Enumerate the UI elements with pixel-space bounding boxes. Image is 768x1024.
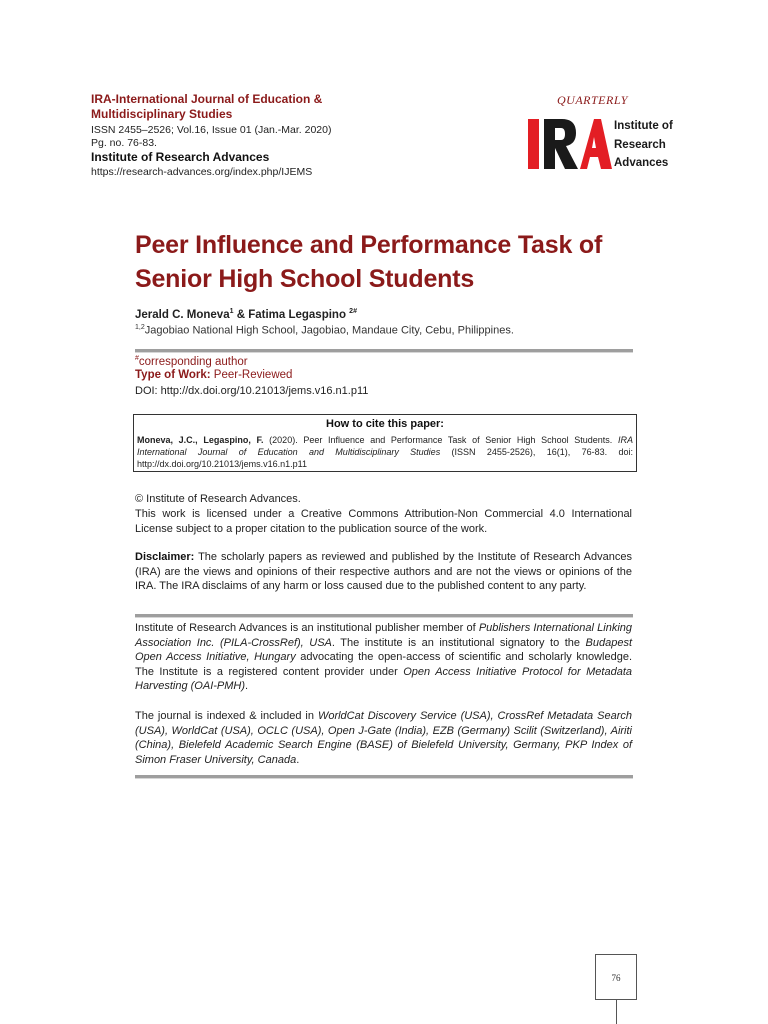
logo-line-3: Advances xyxy=(614,157,669,169)
citation-part-2: (ISSN 2455-2526), 16(1), 76-83. doi: http://dx.doi.org/10.21013/jems.v16.n1.p11 xyxy=(137,447,633,469)
citation-text xyxy=(137,434,633,470)
membership-i3: Open Access Initiative Protocol for Metadata Harvesting (OAI-PMH) xyxy=(135,665,632,692)
copyright-line: © Institute of Research Advances. xyxy=(135,493,301,505)
divider xyxy=(135,614,633,618)
page-number-line xyxy=(616,1000,617,1024)
citation-part-1: (2020). Peer Influence and Performance Task of Senior High School Students. xyxy=(263,435,618,445)
citation-box xyxy=(133,414,637,472)
author-1-sup: 1 xyxy=(229,308,234,315)
indexing-t2: . xyxy=(296,753,300,766)
disclaimer-text: The scholarly papers as reviewed and published by the Institute of Research Advances (IRA) are the views and opinions of their respective authors and are not the views or opinions of the IRA. The IRA disclaims of any harm or loss caused due to the published content to any party. xyxy=(135,551,632,592)
indexing-paragraph xyxy=(135,709,632,767)
type-of-work-label: Type of Work: xyxy=(135,369,211,381)
journal-url[interactable]: https://research-advances.org/index.php/IJEMS xyxy=(91,166,313,178)
pages-line: Pg. no. 76-83. xyxy=(91,137,157,149)
membership-t1: Institute of Research Advances is an institutional publisher member of xyxy=(135,622,479,634)
type-of-work-value: Peer-Reviewed xyxy=(210,369,293,381)
indexing-t1: The journal is indexed & included in xyxy=(135,710,318,722)
issn-line: ISSN 2455–2526; Vol.16, Issue 01 (Jan.-Mar. 2020) xyxy=(91,124,332,136)
indexing-i1: WorldCat Discovery Service (USA), CrossRef Metadata Search (USA), WorldCat (USA), OCLC (USA), Open J-Gate (India), EZB (Germany) Scilit (Switzerland), Airiti (China), Bielefeld Academic Search Engine (BASE) of Bielefeld University, Germany, PKP Index of Simon Fraser University, Canada xyxy=(135,710,632,766)
institute-name: Institute of Research Advances xyxy=(91,150,270,164)
divider xyxy=(135,775,633,779)
membership-i1: Publishers International Linking Association Inc. (PILA-CrossRef), USA xyxy=(135,622,633,649)
citation-heading: How to cite this paper: xyxy=(326,418,444,430)
author-2-sup: 2# xyxy=(349,308,357,315)
disclaimer xyxy=(135,550,632,594)
type-of-work xyxy=(135,369,292,381)
logo-line-1: Institute of xyxy=(614,120,673,132)
author-1: Jerald C. Moneva xyxy=(135,308,230,321)
logo-line-2: Research xyxy=(614,138,666,151)
doi-line[interactable]: DOI: http://dx.doi.org/10.21013/jems.v16.n1.p11 xyxy=(135,385,369,397)
ira-logo-mark xyxy=(528,113,612,175)
article-title: Peer Influence and Performance Task of Senior High School Students xyxy=(135,231,603,293)
membership-t3: advocating the open-access of scientific and scholarly knowledge. The Institute is a registered content provider under xyxy=(135,651,632,678)
page-number: 76 xyxy=(595,954,637,1000)
membership-i2: Budapest Open Access Initiative, Hungary xyxy=(135,636,632,663)
disclaimer-label: Disclaimer: xyxy=(135,551,195,563)
quarterly-label: QUARTERLY xyxy=(557,93,628,107)
affiliation-sup: 1,2 xyxy=(135,324,145,331)
membership-paragraph xyxy=(135,621,632,694)
corresponding-sup: # xyxy=(135,355,139,362)
authors xyxy=(135,308,357,321)
author-2: Fatima Legaspino xyxy=(248,308,350,321)
journal-title: IRA-International Journal of Education & Multidisciplinary Studies xyxy=(91,92,323,121)
citation-journal: IRA International Journal of Education and Multidisciplinary Studies xyxy=(137,435,633,457)
corresponding-text: corresponding author xyxy=(138,355,248,368)
membership-t2: . The institute is an institutional signatory to the xyxy=(331,636,586,649)
affiliation xyxy=(135,324,514,337)
corresponding-author xyxy=(135,355,248,368)
affiliation-text: Jagobiao National High School, Jagobiao, Mandaue City, Cebu, Philippines. xyxy=(144,324,514,337)
divider xyxy=(135,349,633,353)
license-text: This work is licensed under a Creative Commons Attribution-Non Commercial 4.0 International License subject to a proper citation to the publication source of the work. xyxy=(135,508,632,535)
author-separator: & xyxy=(233,308,249,321)
membership-t4: . xyxy=(245,680,249,692)
citation-authors: Moneva, J.C., Legaspino, F. xyxy=(137,435,264,445)
ira-logo xyxy=(528,113,680,183)
